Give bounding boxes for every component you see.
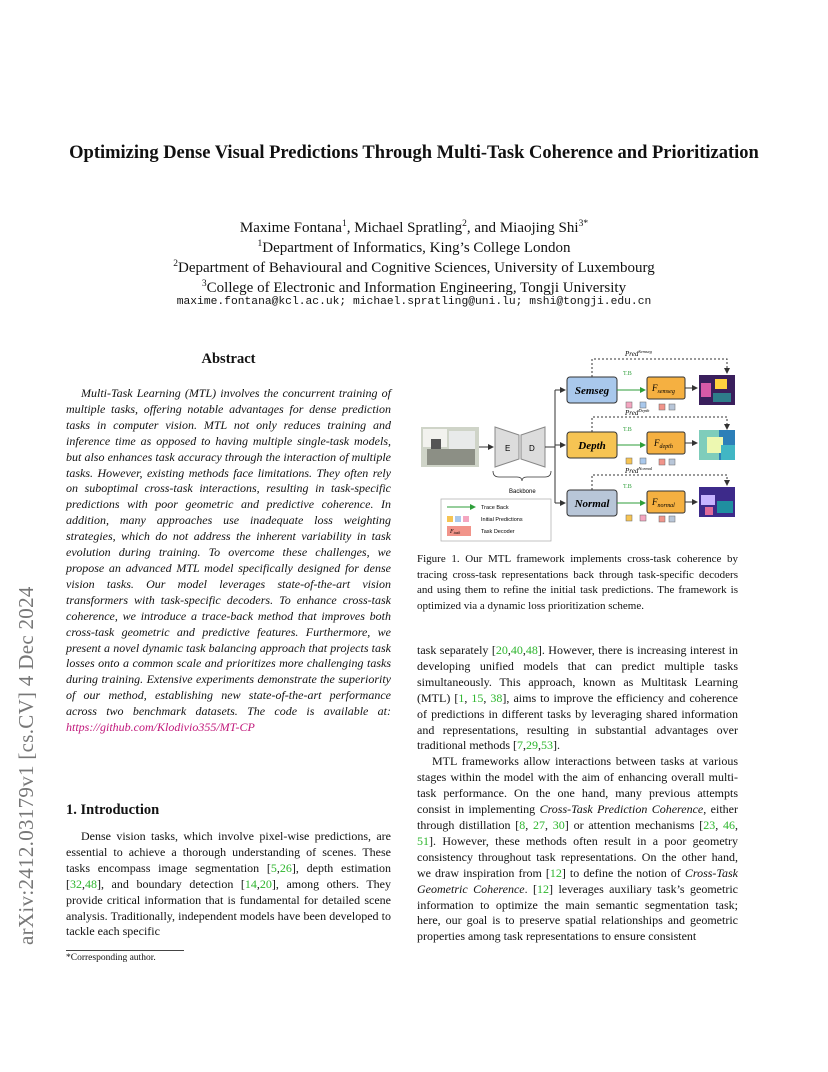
citation-link[interactable]: 15 [471, 690, 484, 705]
svg-text:PredDepth: Pred$^{Depth}$ [625, 408, 650, 417]
framework-diagram [417, 345, 739, 545]
legend-initial-predictions: Initial Predictions [481, 517, 523, 523]
affiliation-sup: 2 [173, 259, 179, 269]
svg-text:Fnormal: $F_{normal}$ [652, 497, 675, 509]
abstract-text: Multi-Task Learning (MTL) involves the concurrent training of multiple tasks, offering notable advantages for dense prediction tasks in computer vision. MTL not only reduces training and inference time as opposed to having multiple single-task models, but also enhances task accuracy through the interaction of multiple tasks. However, existing methods face limitations. They often rely on suboptimal cross-task interactions, resulting in task-specific predictions with poor geometric and predictive coherence. In addition, many approaches use inadequate loss weighting strategies, which do not address the inherent variability in task evolution during training. To overcome these challenges, we propose an advanced MTL model specifically designed for dense vision tasks. Our model leverages state-of-the-art vision transformers with task-specific decoders. To enhance cross-task coherence, we introduce a trace-back method that improves both cross-task geometric and predictive features. Furthermore, we present a novel dynamic task balancing approach that projects task losses onto a common scale and prioritizes more challenging tasks during training. Extensive experiments demonstrate the superiority of our method, establishing new state-of-the-art performance across two benchmark datasets. The code is available at: [66, 386, 391, 719]
author-emails[interactable]: maxime.fontana@kcl.ac.uk; michael.spratling@uni.lu; mshi@tongji.edu.cn [176, 296, 652, 308]
footnote-rule [66, 950, 184, 951]
citation-link[interactable]: 26 [279, 860, 292, 875]
input-image [421, 427, 479, 467]
svg-text:Fsemseg: $F_{semseg}$ [652, 383, 675, 395]
citation-link[interactable]: 7 [516, 738, 523, 753]
section-heading-introduction: 1. Introduction [66, 802, 160, 818]
citation-link[interactable]: 53 [540, 738, 553, 753]
author-block [60, 218, 768, 298]
svg-text:Fdepth: $F_{depth}$ [654, 438, 673, 450]
figure-caption: Figure 1. Our MTL framework implements cross-task coherence by tracing cross-task representations back through task-specific decoders and using them to refine the initial task predictions. The framework is optimized via a dynamic loss prioritization scheme. [417, 553, 738, 612]
citation-link[interactable]: 40 [510, 643, 523, 657]
citation-link[interactable]: 20 [259, 876, 272, 891]
citation-link[interactable]: 23 [703, 817, 716, 832]
code-link[interactable]: https://github.com/Klodivio355/MT-CP [66, 720, 255, 735]
encoder-label: E [505, 444, 511, 453]
citation-link[interactable]: 12 [537, 881, 550, 896]
decoder-label: D [529, 444, 535, 453]
citation-link[interactable]: 8 [519, 817, 526, 832]
abstract-heading: Abstract [201, 351, 256, 367]
author-sup: 3* [578, 219, 589, 229]
citation-link[interactable]: 1 [458, 690, 465, 705]
citation-link[interactable]: 5 [270, 860, 277, 875]
backbone-brace [493, 471, 551, 481]
svg-text:PredNormal: Pred$^{Normal}$ [625, 466, 653, 475]
affiliation-text: Department of Informatics, King’s College London [262, 240, 571, 256]
task-label-normal: Normal [574, 498, 610, 510]
final-pred-label: Pred$^{Semseg}$ [625, 349, 652, 358]
affiliation [60, 278, 768, 298]
author-separator: , [346, 220, 355, 236]
citation-link[interactable]: 20 [495, 643, 508, 657]
citation-link[interactable]: 32 [70, 876, 82, 891]
abstract-body [66, 386, 391, 736]
author-separator: , and [466, 220, 500, 236]
author-sup: 2 [462, 219, 467, 229]
citation-link[interactable]: 48 [85, 876, 97, 891]
citation-link[interactable]: 38 [490, 690, 503, 705]
task-label-semseg: Semseg [574, 385, 610, 397]
author-name: Maxime Fontana [239, 220, 342, 236]
citation-link[interactable]: 29 [525, 738, 538, 753]
backbone-label: Backbone [509, 489, 536, 495]
citation-link[interactable]: 46 [723, 817, 735, 832]
author-line [60, 218, 768, 238]
author-name: Michael Spratling [354, 220, 463, 236]
svg-text:Ftask: Ftask [450, 529, 461, 535]
paragraph: task separately [20,40,48]. However, there is increasing interest in developing unified models that can predict multiple tasks simultaneously. This approach, known as Multitask Learning (MTL) [1, 15, 38], aims to improve the efficiency and coherence of predictions in different tasks by leveraging shared information and representations, resulting in substantial advantages over traditional methods [7,29,53]. [417, 643, 738, 753]
svg-text:T.B: T.B [623, 484, 632, 490]
author-name: Miaojing Shi [499, 220, 579, 236]
affiliation [60, 238, 768, 258]
affiliation-text: Department of Behavioural and Cognitive Sciences, University of Luxembourg [178, 260, 655, 276]
affiliation [60, 258, 768, 278]
affiliation-sup: 3 [201, 279, 207, 289]
arxiv-stamp: arXiv:2412.03179v1 [cs.CV] 4 Dec 2024 [14, 586, 38, 945]
output-depth-map [699, 430, 735, 460]
citation-link[interactable]: 30 [552, 817, 565, 832]
footnote: *Corresponding author. [66, 953, 156, 963]
task-label-depth: Depth [578, 440, 606, 452]
citation-link[interactable]: 14 [244, 876, 257, 891]
legend-task-decoder: Task Decoder [481, 529, 515, 535]
paper-title: Optimizing Dense Visual Predictions Through Multi-Task Coherence and Prioritization [69, 143, 759, 163]
citation-link[interactable]: 48 [525, 643, 538, 657]
citation-link[interactable]: 51 [417, 833, 429, 848]
citation-link[interactable]: 12 [549, 865, 562, 880]
paragraph: MTL frameworks allow interactions between tasks at various stages within the model with the aim of enhancing overall multi-task performance. On the one hand, many previous attempts consist in implementing Cross-Task Prediction Coherence, either through distillation [8, 27, 30] or attention mechanisms [23, 46, 51]. However, these methods often result in a poor geometry consistency throughout task representations. On the other hand, we draw inspiration from [12] to define the notion of Cross-Task Geometric Coherence. [12] leverages auxiliary task’s geometric information to optimize the main semantic segmentation task; here, our goal is to preserve spatial relationships and geometric properties among task representations to ensure consistent [417, 754, 738, 944]
author-sup: 1 [341, 219, 347, 229]
output-normal-map [699, 487, 735, 517]
legend-trace-back: Trace Back [481, 505, 509, 511]
output-semseg-map [699, 375, 735, 405]
intro-paragraph: Dense vision tasks, which involve pixel-wise predictions, are essential to achieve a thorough understanding of scenes. These tasks encompass image segmentation [5,26], depth estimation [32,48], and boundary detection [14,20], among others. They provide critical information that is fundamental for detailed scene analysis. Traditionally, independent models have been developed to tackle each specific [66, 829, 392, 939]
figure-legend [441, 499, 551, 541]
svg-text:T.B: T.B [623, 427, 632, 433]
feature-box-depth [647, 432, 685, 454]
figure-1 [417, 345, 739, 545]
trace-back-label: T.B [623, 371, 632, 377]
right-column-text [417, 643, 738, 945]
affiliation-text: College of Electronic and Information Engineering, Tongji University [206, 280, 627, 296]
affiliation-sup: 1 [257, 239, 263, 249]
citation-link[interactable]: 27 [533, 817, 546, 832]
